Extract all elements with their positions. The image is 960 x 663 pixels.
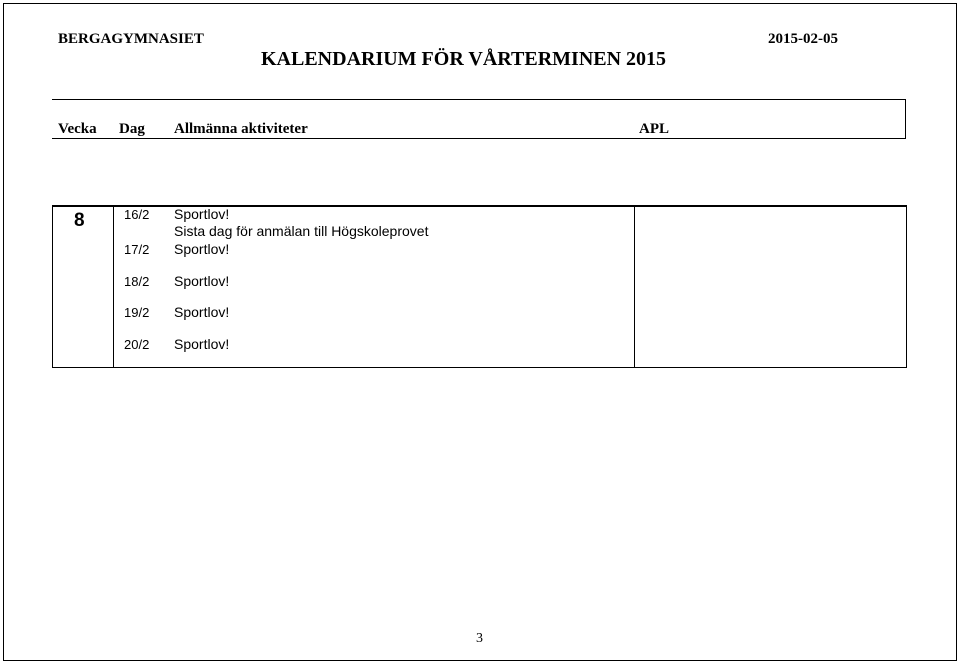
table-row-day: 17/2: [124, 242, 150, 257]
table-row-day: 20/2: [124, 337, 150, 352]
week-number: 8: [74, 210, 85, 231]
activity-line: Sportlov!: [174, 206, 230, 222]
column-header-apl: APL: [639, 121, 669, 137]
activity-line: Sista dag för anmälan till Högskoleprovet: [174, 223, 429, 239]
school-name: BERGAGYMNASIET: [58, 31, 204, 47]
activity-line: Sportlov!: [174, 241, 230, 257]
column-header-allmanna-aktiviteter: Allmänna aktiviteter: [174, 121, 308, 137]
column-divider-apl: [634, 207, 635, 367]
column-divider-week: [113, 207, 114, 367]
column-header-dag: Dag: [119, 121, 145, 137]
activity-line: Sportlov!: [174, 304, 230, 320]
activity-line: Sportlov!: [174, 273, 230, 289]
page-title: KALENDARIUM FÖR VÅRTERMINEN 2015: [261, 48, 667, 70]
table-row-day: 19/2: [124, 305, 150, 320]
document-date: 2015-02-05: [768, 31, 838, 47]
table-row-day: 16/2: [124, 207, 150, 222]
table-row-day: 18/2: [124, 274, 150, 289]
column-header-vecka: Vecka: [58, 121, 97, 137]
activity-line: Sportlov!: [174, 336, 230, 352]
page-number: 3: [476, 631, 483, 646]
